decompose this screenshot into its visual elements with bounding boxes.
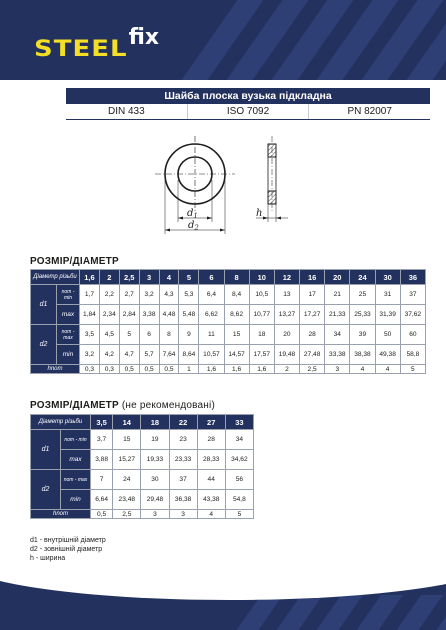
size-header-cell: 2 [99, 270, 119, 285]
h-label: hnom [31, 365, 80, 374]
value-cell: 2,5 [113, 510, 141, 519]
value-cell: 8 [159, 325, 179, 345]
table-row-d2-nom [31, 470, 254, 490]
value-cell: 3 [141, 510, 169, 519]
value-cell: 5 [400, 365, 425, 374]
table-row-sizes [31, 270, 426, 285]
value-cell: 19 [141, 430, 169, 450]
d1-label: d1 [31, 430, 61, 470]
value-cell: 54,8 [225, 490, 253, 510]
value-cell: 31,39 [375, 305, 400, 325]
arrow [220, 229, 225, 232]
value-cell: 2,2 [99, 285, 119, 305]
max-label: max [61, 450, 91, 470]
size-header-cell: 4 [159, 270, 179, 285]
value-cell: 1,6 [249, 365, 274, 374]
value-cell: 17,57 [249, 345, 274, 365]
value-cell: 25 [350, 285, 375, 305]
table-row-sizes [31, 415, 254, 430]
value-cell: 19,48 [274, 345, 299, 365]
value-cell: 4 [375, 365, 400, 374]
value-cell: 10,77 [249, 305, 274, 325]
table-row-d2-min [31, 490, 254, 510]
value-cell: 34,62 [225, 450, 253, 470]
value-cell: 4,3 [159, 285, 179, 305]
value-cell: 39 [350, 325, 375, 345]
value-cell: 2,34 [99, 305, 119, 325]
value-cell: 1,6 [224, 365, 249, 374]
value-cell: 5,48 [179, 305, 199, 325]
value-cell: 4 [197, 510, 225, 519]
value-cell: 4,48 [159, 305, 179, 325]
size-header-cell: 8 [224, 270, 249, 285]
table-row-d1-nom [31, 430, 254, 450]
arrow [165, 229, 170, 232]
value-cell: 6,64 [91, 490, 113, 510]
min-label: min [57, 345, 80, 365]
value-cell: 44 [197, 470, 225, 490]
legend-d1: d1 - внутрішній діаметр [30, 537, 106, 544]
value-cell: 50 [375, 325, 400, 345]
section2-title [30, 400, 215, 411]
value-cell: 6 [139, 325, 159, 345]
value-cell: 1,7 [80, 285, 100, 305]
d2-label: d2 [31, 470, 61, 510]
value-cell: 3,7 [91, 430, 113, 450]
value-cell: 38,38 [350, 345, 375, 365]
value-cell: 20 [274, 325, 299, 345]
standard-din: DIN 433 [66, 104, 188, 119]
value-cell: 0,5 [91, 510, 113, 519]
value-cell: 60 [400, 325, 425, 345]
size-header-cell: 16 [300, 270, 325, 285]
value-cell: 4,7 [119, 345, 139, 365]
nom-min-label: nom - min [61, 430, 91, 450]
value-cell: 31 [375, 285, 400, 305]
value-cell: 8,4 [224, 285, 249, 305]
size-header-cell: 18 [141, 415, 169, 430]
value-cell: 14,57 [224, 345, 249, 365]
header-banner [0, 0, 446, 80]
value-cell: 17,27 [300, 305, 325, 325]
value-cell: 4 [350, 365, 375, 374]
value-cell: 19,33 [141, 450, 169, 470]
size-header-cell: 36 [400, 270, 425, 285]
d2-label: d2 [31, 325, 57, 365]
value-cell: 5 [119, 325, 139, 345]
value-cell: 10,5 [249, 285, 274, 305]
arrow [178, 217, 183, 220]
size-header-cell: 30 [375, 270, 400, 285]
value-cell: 58,8 [400, 345, 425, 365]
size-header-cell: 10 [249, 270, 274, 285]
size-header-cell: 5 [179, 270, 199, 285]
size-header-cell: 2,5 [119, 270, 139, 285]
value-cell: 28 [300, 325, 325, 345]
header-stripes [166, 0, 446, 80]
value-cell: 29,48 [141, 490, 169, 510]
size-header-cell: 3,5 [91, 415, 113, 430]
size-header-cell: 27 [197, 415, 225, 430]
value-cell: 2,84 [119, 305, 139, 325]
size-header-cell: 22 [169, 415, 197, 430]
size-header-cell: 1,6 [80, 270, 100, 285]
value-cell: 28,33 [197, 450, 225, 470]
value-cell: 15,27 [113, 450, 141, 470]
value-cell: 2,7 [119, 285, 139, 305]
value-cell: 21 [325, 285, 350, 305]
nom-max-label: nom - max [57, 325, 80, 345]
table-row-d1-max [31, 305, 426, 325]
legend-h: h - ширина [30, 555, 66, 562]
value-cell: 37,62 [400, 305, 425, 325]
value-cell: 43,38 [197, 490, 225, 510]
size-table-not-recommended [30, 414, 254, 519]
logo-fix-text: fix [128, 25, 160, 50]
table-row-d2-nom [31, 325, 426, 345]
table-row-d1-max [31, 450, 254, 470]
value-cell: 3,88 [91, 450, 113, 470]
value-cell: 17 [300, 285, 325, 305]
table-row-d1-nom [31, 285, 426, 305]
h-label: hnom [31, 510, 91, 519]
value-cell: 10,57 [199, 345, 224, 365]
legend-d2: d2 - зовнішній діаметр [30, 546, 103, 553]
standard-pn: PN 82007 [347, 106, 392, 117]
size-table-main [30, 269, 426, 374]
value-cell: 30 [141, 470, 169, 490]
value-cell: 0,5 [119, 365, 139, 374]
legend [30, 536, 106, 563]
table-row-h [31, 510, 254, 519]
value-cell: 6,62 [199, 305, 224, 325]
value-cell: 3,38 [139, 305, 159, 325]
value-cell: 8,62 [224, 305, 249, 325]
value-cell: 1 [179, 365, 199, 374]
value-cell: 1,84 [80, 305, 100, 325]
value-cell: 2 [274, 365, 299, 374]
section1-title [30, 256, 119, 267]
value-cell: 5 [225, 510, 253, 519]
value-cell: 5,7 [139, 345, 159, 365]
value-cell: 49,38 [375, 345, 400, 365]
value-cell: 1,6 [199, 365, 224, 374]
value-cell: 37 [400, 285, 425, 305]
value-cell: 6,4 [199, 285, 224, 305]
value-cell: 4,2 [99, 345, 119, 365]
value-cell: 13 [274, 285, 299, 305]
value-cell: 24 [113, 470, 141, 490]
section2-subtitle: (не рекомендовані) [121, 400, 215, 411]
value-cell: 4,5 [99, 325, 119, 345]
value-cell: 3 [325, 365, 350, 374]
value-cell: 23 [169, 430, 197, 450]
product-title: Шайба плоска вузька підкладна [66, 88, 430, 104]
value-cell: 2,5 [300, 365, 325, 374]
min-label: min [61, 490, 91, 510]
value-cell: 37 [169, 470, 197, 490]
size-header-cell: 3 [139, 270, 159, 285]
value-cell: 28 [197, 430, 225, 450]
section1-title-text: РОЗМІР/ДІАМЕТР [30, 256, 119, 267]
value-cell: 0,5 [139, 365, 159, 374]
footer-banner [0, 580, 446, 630]
value-cell: 36,38 [169, 490, 197, 510]
value-cell: 3,5 [80, 325, 100, 345]
value-cell: 34 [225, 430, 253, 450]
stripe [219, 595, 283, 630]
value-cell: 27,48 [300, 345, 325, 365]
value-cell: 23,48 [113, 490, 141, 510]
size-header-cell: 12 [274, 270, 299, 285]
thread-diameter-label: Діаметр різьби [31, 270, 80, 285]
label-d2: $d_2$ [188, 220, 199, 232]
value-cell: 5,3 [179, 285, 199, 305]
thread-diameter-label: Діаметр різьби [31, 415, 91, 430]
value-cell: 3 [169, 510, 197, 519]
value-cell: 25,33 [350, 305, 375, 325]
brand-logo [34, 25, 160, 62]
value-cell: 23,33 [169, 450, 197, 470]
label-h: h [256, 208, 263, 219]
value-cell: 21,33 [325, 305, 350, 325]
logo-steel-text: STEEL [34, 36, 128, 62]
value-cell: 0,5 [159, 365, 179, 374]
value-cell: 34 [325, 325, 350, 345]
value-cell: 33,38 [325, 345, 350, 365]
value-cell: 3,2 [80, 345, 100, 365]
arrow [276, 217, 281, 220]
value-cell: 15 [113, 430, 141, 450]
value-cell: 7,64 [159, 345, 179, 365]
value-cell: 8,64 [179, 345, 199, 365]
value-cell: 15 [224, 325, 249, 345]
value-cell: 56 [225, 470, 253, 490]
nom-max-label: nom - max [61, 470, 91, 490]
arrow [207, 217, 212, 220]
section2-title-text: РОЗМІР/ДІАМЕТР [30, 400, 119, 411]
nom-min-label: nom - min [57, 285, 80, 305]
value-cell: 11 [199, 325, 224, 345]
size-header-cell: 24 [350, 270, 375, 285]
size-header-cell: 20 [325, 270, 350, 285]
label-d1: $d_1$ [187, 208, 198, 220]
table-row-h [31, 365, 426, 374]
standards-row [66, 104, 430, 120]
product-title-block [66, 88, 430, 120]
standard-iso: ISO 7092 [188, 104, 310, 119]
max-label: max [57, 305, 80, 325]
value-cell: 13,27 [274, 305, 299, 325]
value-cell: 18 [249, 325, 274, 345]
washer-drawing [140, 130, 320, 245]
size-header-cell: 6 [199, 270, 224, 285]
value-cell: 7 [91, 470, 113, 490]
table-row-d2-min [31, 345, 426, 365]
d1-label: d1 [31, 285, 57, 325]
arrow [263, 217, 268, 220]
value-cell: 9 [179, 325, 199, 345]
value-cell: 0,3 [99, 365, 119, 374]
size-header-cell: 14 [113, 415, 141, 430]
value-cell: 0,3 [80, 365, 100, 374]
size-header-cell: 33 [225, 415, 253, 430]
value-cell: 3,2 [139, 285, 159, 305]
